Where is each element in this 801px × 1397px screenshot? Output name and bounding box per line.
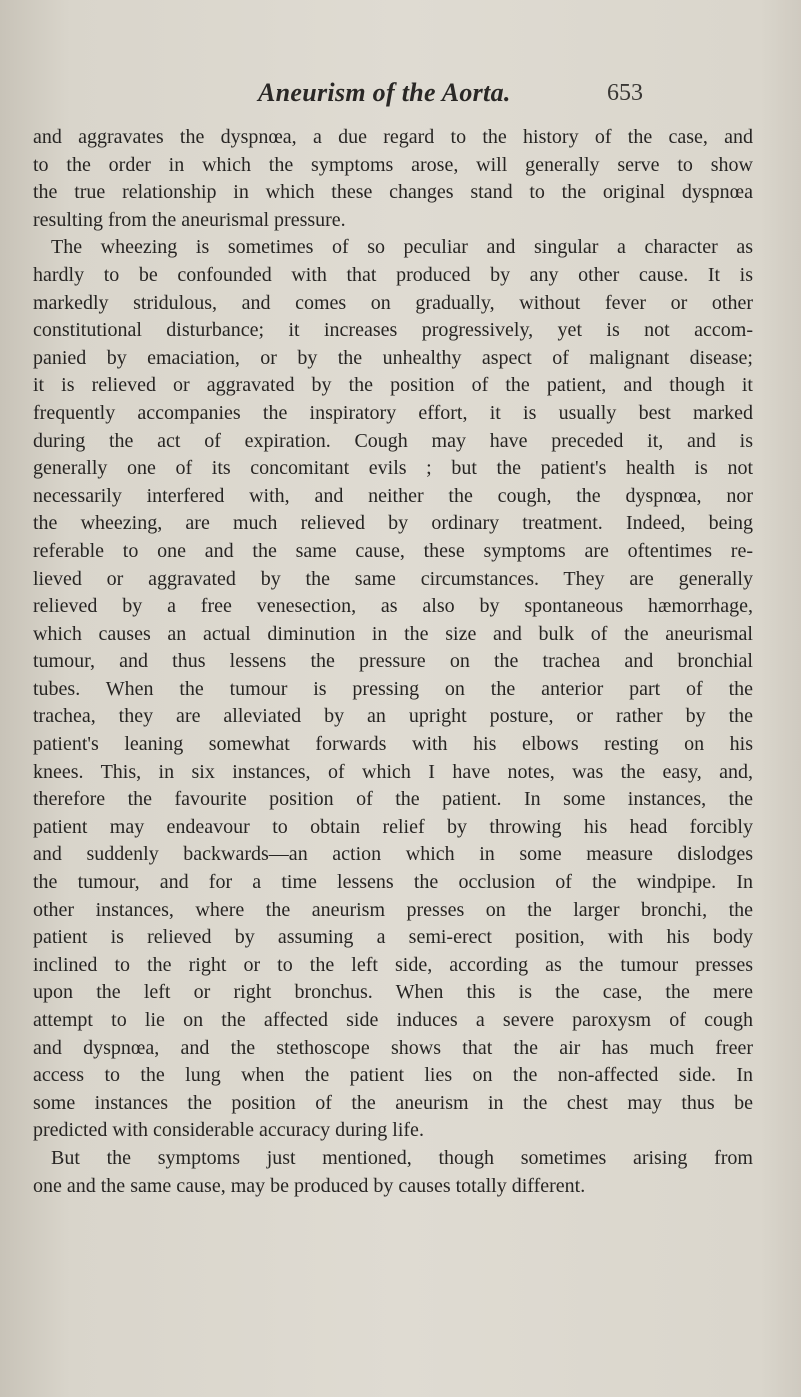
text-line: which causes an actual diminution in the size and bulk of the aneurismal (33, 622, 753, 645)
text-line: inclined to the right or to the left side, according as the tumour presses (33, 953, 753, 976)
running-head (0, 78, 801, 112)
text-line: attempt to lie on the affected side induces a severe paroxysm of cough (33, 1009, 753, 1031)
running-title: Aneurism of the Aorta. (258, 78, 511, 107)
body-text (33, 124, 753, 1200)
text-line: referable to one and the same cause, these symptoms are oftentimes re- (33, 539, 753, 562)
text-line: frequently accompanies the inspiratory effort, it is usually best marked (33, 401, 753, 424)
text-line: trachea, they are alleviated by an upright posture, or rather by the (33, 705, 753, 728)
text-line: the true relationship in which these changes stand to the original dyspnœa (33, 181, 753, 204)
text-line: other instances, where the aneurism presses on the larger bronchi, the (33, 898, 753, 921)
text-line: predicted with considerable accuracy during life. (33, 1119, 424, 1142)
text-line: generally one of its concomitant evils ; but the patient's health is not (33, 457, 753, 480)
text-line: the wheezing, are much relieved by ordinary treatment. Indeed, being (33, 512, 753, 535)
text-line: patient's leaning somewhat forwards with his elbows resting on his (33, 733, 753, 756)
text-line: knees. This, in six instances, of which I have notes, was the easy, and, (33, 760, 753, 783)
text-line: upon the left or right bronchus. When this is the case, the mere (33, 981, 753, 1004)
text-line: tumour, and thus lessens the pressure on the trachea and bronchial (33, 650, 753, 673)
text-line: and dyspnœa, and the stethoscope shows that the air has much freer (33, 1036, 753, 1059)
text-line: tubes. When the tumour is pressing on the anterior part of the (33, 677, 753, 700)
text-line: some instances the position of the aneurism in the chest may thus be (33, 1091, 753, 1114)
text-line: constitutional disturbance; it increases progressively, yet is not accom- (33, 319, 753, 342)
text-line: hardly to be confounded with that produced by any other cause. It is (33, 263, 753, 286)
text-line: panied by emaciation, or by the unhealthy aspect of malignant disease; (33, 346, 753, 369)
text-line: relieved by a free venesection, as also by spontaneous hæmorrhage, (33, 595, 753, 618)
text-line: during the act of expiration. Cough may have preceded it, and is (33, 429, 753, 452)
text-line: patient may endeavour to obtain relief by throwing his head forcibly (33, 815, 753, 838)
text-line: patient is relieved by assuming a semi-erect position, with his body (33, 926, 753, 949)
text-line: the tumour, and for a time lessens the occlusion of the windpipe. In (33, 871, 753, 894)
text-line: to the order in which the symptoms arose, will generally serve to show (33, 153, 753, 176)
text-line: markedly stridulous, and comes on gradually, without fever or other (33, 291, 753, 314)
text-line: resulting from the aneurismal pressure. (33, 208, 346, 231)
text-line: The wheezing is sometimes of so peculiar and singular a character as (51, 236, 753, 259)
text-line: necessarily interfered with, and neither the cough, the dyspnœa, nor (33, 484, 753, 507)
text-line: access to the lung when the patient lies on the non-affected side. In (33, 1064, 753, 1087)
text-line: therefore the favourite position of the patient. In some instances, the (33, 788, 753, 811)
page-number: 653 (607, 80, 643, 106)
text-line: lieved or aggravated by the same circumstances. They are generally (33, 567, 753, 590)
text-line: and suddenly backwards—an action which in some measure dislodges (33, 843, 753, 866)
text-line: But the symptoms just mentioned, though sometimes arising from (51, 1146, 753, 1169)
text-line: one and the same cause, may be produced by causes totally different. (33, 1174, 586, 1197)
text-line: it is relieved or aggravated by the position of the patient, and though it (33, 374, 753, 397)
text-line: and aggravates the dyspnœa, a due regard to the history of the case, and (33, 126, 753, 148)
